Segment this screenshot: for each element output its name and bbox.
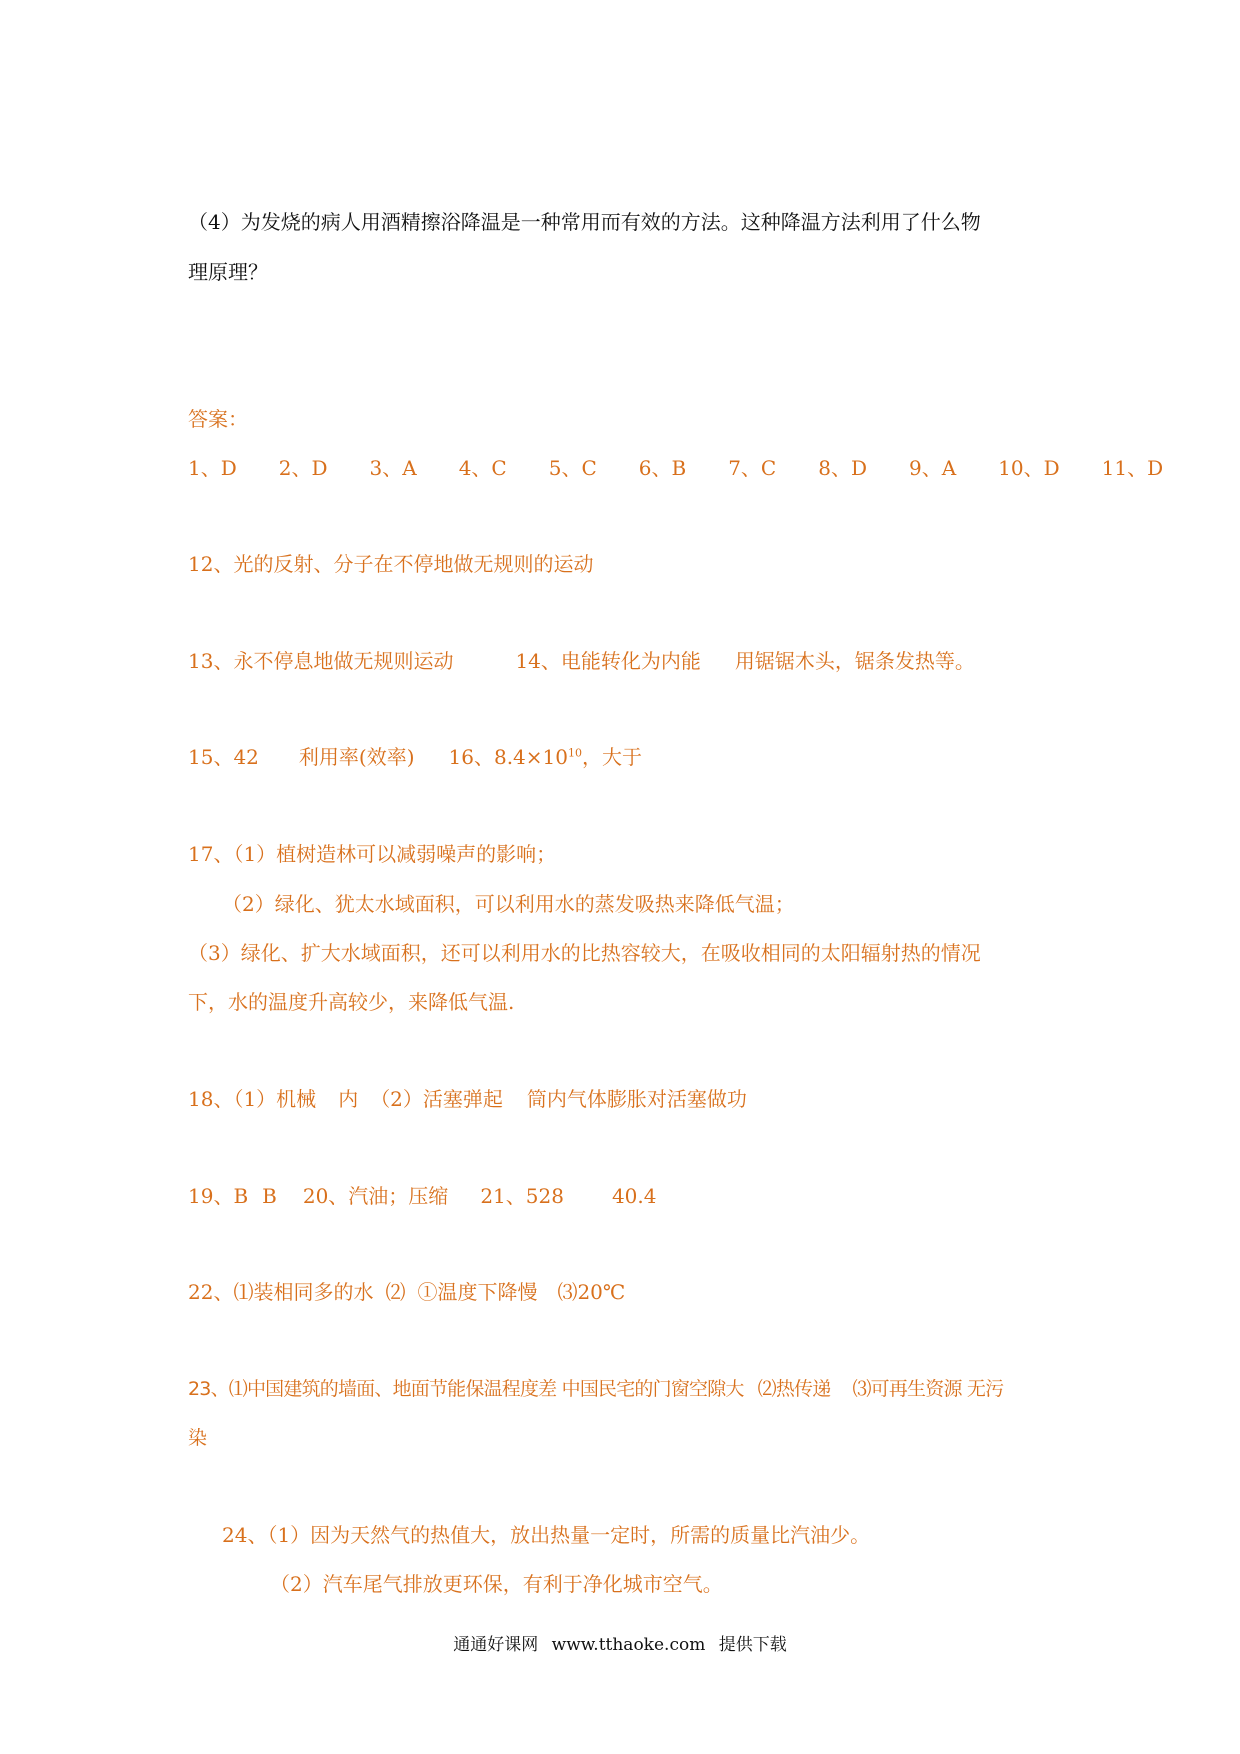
answer-17-part-3-cont: 下，水的温度升高较少，来降低气温.	[188, 990, 515, 1014]
footer-tail: 提供下载	[718, 1635, 787, 1655]
answer-10: 10、D	[998, 456, 1060, 480]
answer-5: 5、C	[548, 456, 597, 480]
answer-23-cont: 染	[188, 1427, 208, 1449]
answer-21: 21、528	[480, 1184, 564, 1208]
answer-21b: 40.4	[611, 1184, 657, 1208]
answer-23-1: 23、⑴中国建筑的墙面、地面节能保温程度差 中国民宅的门窗空隙大	[188, 1378, 744, 1400]
footer-url: www.tthaoke.com	[551, 1635, 706, 1655]
answer-15: 15、42	[188, 745, 259, 769]
answer-18-1: 18、（1）机械	[188, 1087, 317, 1111]
answer-22-row	[188, 1278, 625, 1306]
answer-23-2: ⑵热传递	[757, 1378, 831, 1400]
answers-heading: 答案：	[188, 407, 248, 431]
answer-6: 6、B	[638, 456, 687, 480]
answer-22-3: ⑶20℃	[557, 1280, 626, 1304]
multiple-choice-answers	[188, 454, 1163, 482]
answer-15-term: 利用率(效率)	[298, 745, 415, 769]
page-footer	[0, 1630, 1240, 1655]
question-4-line-1: （4）为发烧的病人用酒精擦浴降温是一种常用而有效的方法。这种降温方法利用了什么物	[188, 210, 981, 234]
answer-18-1b: 内	[338, 1087, 359, 1111]
answer-19-21-row	[188, 1182, 656, 1210]
answer-19b: B	[262, 1184, 277, 1208]
answer-20: 20、汽油；压缩	[302, 1184, 449, 1208]
answer-23-row	[188, 1375, 1003, 1403]
answer-7: 7、C	[728, 456, 777, 480]
answer-23-3: ⑶可再生资源 无污	[852, 1378, 1004, 1400]
footer-site-name: 通通好课网	[453, 1635, 539, 1655]
answer-24-part-2: （2）汽车尾气排放更环保，有利于净化城市空气。	[270, 1572, 723, 1596]
answer-18-2: （2）活塞弹起	[370, 1087, 503, 1111]
answer-14-example: 用锯锯木头，锯条发热等。	[734, 649, 975, 673]
answer-12: 12、光的反射、分子在不停地做无规则的运动	[188, 552, 594, 576]
answer-8: 8、D	[818, 456, 867, 480]
answer-22-2: ⑵	[385, 1280, 406, 1304]
question-4-line-2: 理原理？	[188, 260, 268, 284]
answer-16: 16、$8.4\times 10^{10}$，大于	[448, 745, 642, 769]
answer-16-exponent: 10	[567, 746, 582, 760]
answer-4: 4、C	[458, 456, 507, 480]
answer-9: 9、A	[908, 456, 957, 480]
answer-1: 1、D	[188, 456, 237, 480]
answer-3: 3、A	[369, 456, 417, 480]
answer-14: 14、电能转化为内能	[515, 649, 701, 673]
answer-24-part-1: 24、（1）因为天然气的热值大，放出热量一定时，所需的质量比汽油少。	[222, 1523, 871, 1547]
answer-13-14-row	[188, 647, 975, 675]
answer-15-16-row	[188, 743, 642, 771]
answer-22-1: 22、⑴装相同多的水	[188, 1280, 374, 1304]
answer-22-2-1: ①温度下降慢	[417, 1280, 538, 1304]
answer-18-2b: 筒内气体膨胀对活塞做功	[526, 1087, 747, 1111]
answer-13: 13、永不停息地做无规则运动	[188, 649, 454, 673]
answer-17-part-2: （2）绿化、犹太水域面积，可以利用水的蒸发吸热来降低气温；	[222, 892, 795, 916]
answer-18-row	[188, 1085, 747, 1113]
answer-19: 19、B	[188, 1184, 249, 1208]
answer-11: 11、D	[1101, 456, 1164, 480]
answer-17-part-3: （3）绿化、扩大水域面积，还可以利用水的比热容较大，在吸收相同的太阳辐射热的情况	[188, 941, 981, 965]
answer-2: 2、D	[278, 456, 328, 480]
answer-17-part-1: 17、（1）植树造林可以减弱噪声的影响；	[188, 842, 557, 866]
